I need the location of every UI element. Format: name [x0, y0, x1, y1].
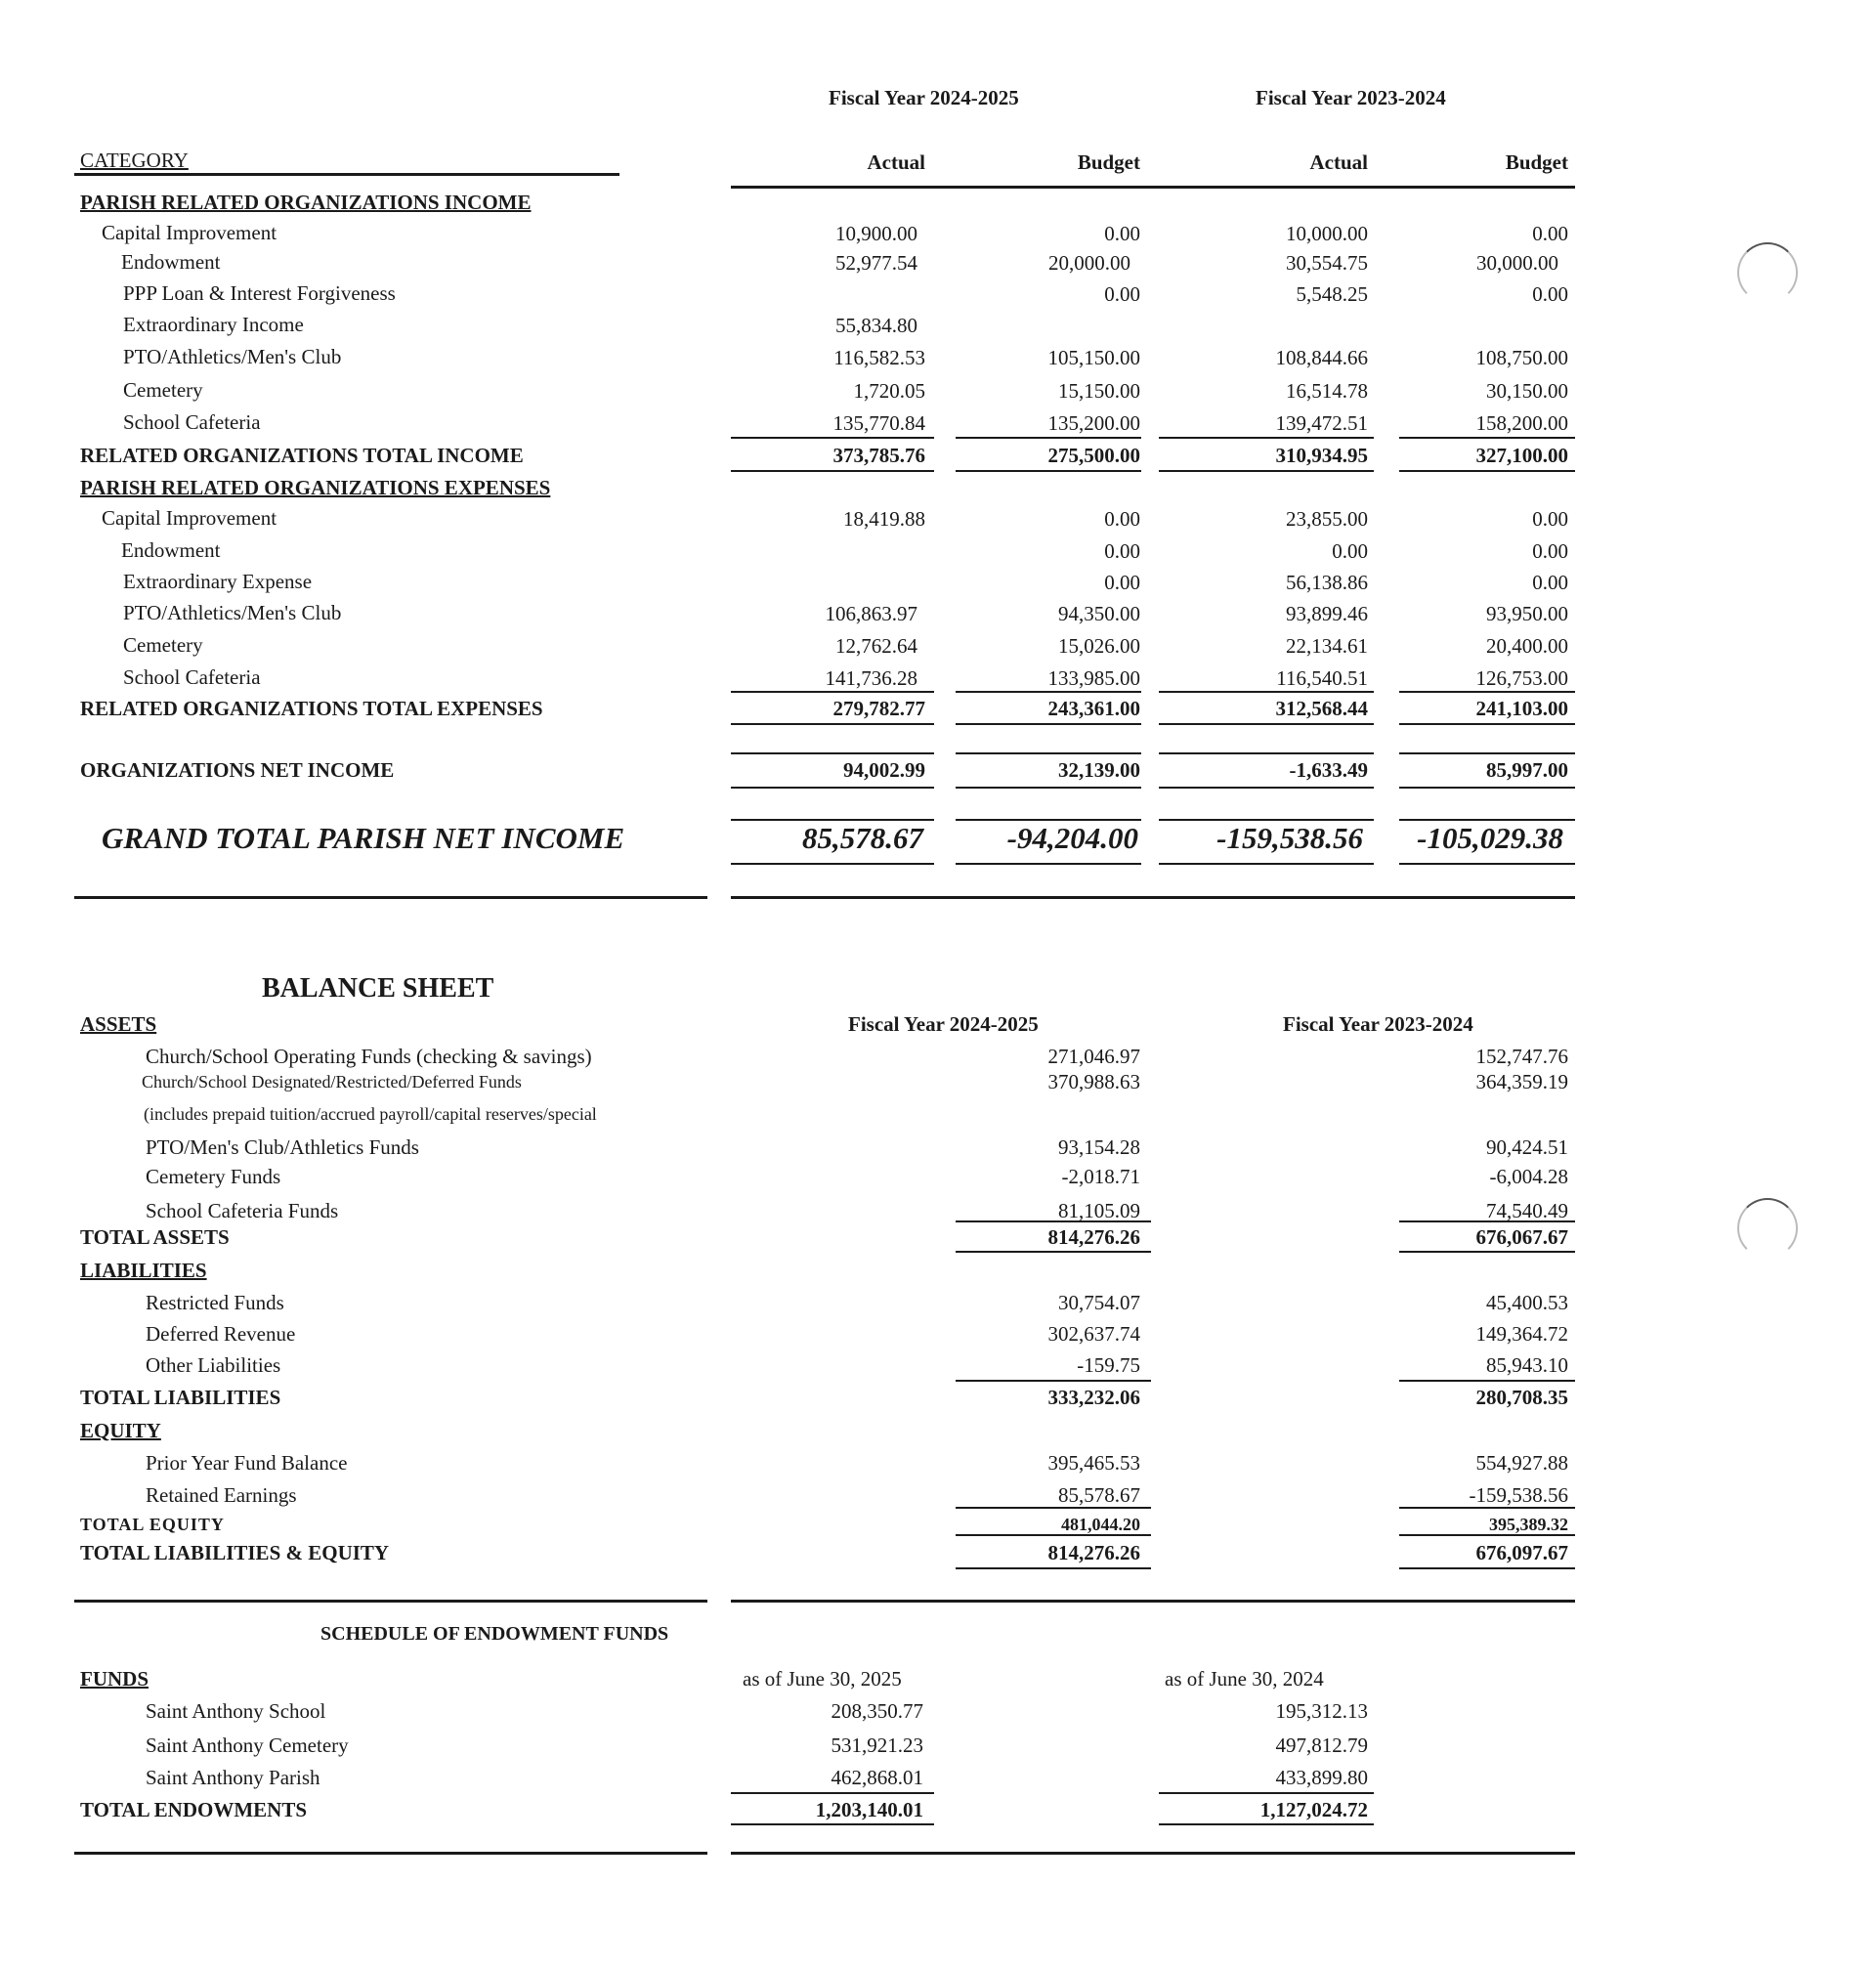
asset-row-label: Church/School Designated/Restricted/Deferred Funds	[142, 1072, 522, 1092]
fy-current-header: Fiscal Year 2024-2025	[829, 86, 1019, 109]
equity-row-label: Retained Earnings	[146, 1483, 297, 1507]
expense-row-value: 94,350.00	[1058, 602, 1140, 625]
endowment-row-label: Saint Anthony Parish	[146, 1766, 320, 1789]
net-income-value: 94,002.99	[843, 758, 925, 782]
income-row-value: 55,834.80	[835, 314, 917, 337]
expense-row-value: 0.00	[1532, 571, 1568, 594]
liability-row-value: 149,364.72	[1475, 1322, 1568, 1346]
liability-row-value: 302,637.74	[1047, 1322, 1140, 1346]
income-section-title: PARISH RELATED ORGANIZATIONS INCOME	[80, 191, 532, 214]
income-row-value: 0.00	[1104, 282, 1140, 306]
expense-total-value: 279,782.77	[832, 697, 925, 720]
expense-row-value: 0.00	[1104, 507, 1140, 531]
total-le-value: 814,276.26	[1047, 1541, 1140, 1564]
asset-row-value: 364,359.19	[1475, 1070, 1568, 1093]
income-row-value: 1,720.05	[853, 379, 925, 403]
income-row-value: 116,582.53	[833, 346, 925, 369]
expense-row-label: Extraordinary Expense	[123, 570, 313, 593]
total-le-value: 676,097.67	[1475, 1541, 1568, 1564]
endowment-date-current: as of June 30, 2025	[743, 1667, 902, 1691]
funds-label: FUNDS	[80, 1667, 149, 1691]
income-row-label: Endowment	[121, 250, 221, 274]
asset-row-label: School Cafeteria Funds	[146, 1199, 339, 1222]
expense-row-value: 15,026.00	[1058, 634, 1140, 658]
category-header: CATEGORY	[80, 149, 189, 172]
income-row-value: 16,514.78	[1286, 379, 1368, 403]
grand-total-value: 85,578.67	[802, 821, 923, 855]
expense-row-label: PTO/Athletics/Men's Club	[123, 601, 342, 624]
expense-total-value: 312,568.44	[1275, 697, 1368, 720]
asset-row-label: Church/School Operating Funds (checking & savings)	[146, 1045, 592, 1068]
total-equity-label: TOTAL EQUITY	[80, 1515, 225, 1534]
equity-title: EQUITY	[80, 1419, 161, 1442]
col-header-actual-prior: Actual	[1309, 150, 1368, 174]
income-row-value: 105,150.00	[1047, 346, 1140, 369]
total-liabilities-value: 333,232.06	[1047, 1386, 1140, 1409]
total-equity-value: 481,044.20	[1061, 1515, 1140, 1534]
endowment-row-value: 497,812.79	[1275, 1734, 1368, 1757]
endowment-title: SCHEDULE OF ENDOWMENT FUNDS	[320, 1623, 669, 1645]
equity-row-value: -159,538.56	[1469, 1483, 1568, 1507]
expense-row-value: 0.00	[1104, 571, 1140, 594]
total-equity-value: 395,389.32	[1489, 1515, 1568, 1534]
asset-row-value: 152,747.76	[1475, 1045, 1568, 1068]
total-assets-value: 676,067.67	[1475, 1225, 1568, 1249]
total-endowments-label: TOTAL ENDOWMENTS	[80, 1798, 308, 1821]
expense-row-label: Endowment	[121, 538, 221, 562]
asset-row-label: PTO/Men's Club/Athletics Funds	[146, 1135, 419, 1159]
income-row-value: 10,000.00	[1286, 222, 1368, 245]
liability-row-value: 85,943.10	[1486, 1353, 1568, 1377]
income-row-value: 30,150.00	[1486, 379, 1568, 403]
endowment-row-value: 208,350.77	[831, 1699, 923, 1723]
income-row-value: 15,150.00	[1058, 379, 1140, 403]
total-assets-value: 814,276.26	[1047, 1225, 1140, 1249]
net-income-value: 32,139.00	[1058, 758, 1140, 782]
net-income-label: ORGANIZATIONS NET INCOME	[80, 758, 395, 782]
asset-row-value: 271,046.97	[1047, 1045, 1140, 1068]
income-row-label: Cemetery	[123, 378, 203, 402]
expense-row-value: 133,985.00	[1047, 666, 1140, 690]
total-endowments-value: 1,127,024.72	[1259, 1798, 1368, 1821]
liability-row-label: Deferred Revenue	[146, 1322, 296, 1346]
total-liabilities-value: 280,708.35	[1475, 1386, 1568, 1409]
liability-row-value: 30,754.07	[1058, 1291, 1140, 1314]
expense-row-value: 93,950.00	[1486, 602, 1568, 625]
net-income-value: 85,997.00	[1486, 758, 1568, 782]
income-row-value: 52,977.54	[835, 251, 917, 275]
income-row-value: 20,000.00	[1048, 251, 1130, 275]
income-total-value: 327,100.00	[1475, 444, 1568, 467]
liability-row-value: -159.75	[1077, 1353, 1140, 1377]
income-row-value: 5,548.25	[1296, 282, 1368, 306]
endowment-row-value: 433,899.80	[1275, 1766, 1368, 1789]
endowment-row-value: 195,312.13	[1275, 1699, 1368, 1723]
expense-row-value: 116,540.51	[1276, 666, 1368, 690]
grand-total-value: -105,029.38	[1417, 821, 1563, 855]
expense-row-value: 0.00	[1332, 539, 1368, 563]
punch-hole-top	[1737, 242, 1798, 303]
income-row-value: 135,770.84	[832, 411, 925, 435]
expense-section-title: PARISH RELATED ORGANIZATIONS EXPENSES	[80, 476, 551, 499]
income-row-value: 135,200.00	[1047, 411, 1140, 435]
endowment-row-label: Saint Anthony Cemetery	[146, 1734, 349, 1757]
expense-row-value: 141,736.28	[825, 666, 917, 690]
asset-row-value: -6,004.28	[1489, 1165, 1568, 1188]
expense-row-value: 93,899.46	[1286, 602, 1368, 625]
liability-row-value: 45,400.53	[1486, 1291, 1568, 1314]
expense-total-label: RELATED ORGANIZATIONS TOTAL EXPENSES	[80, 697, 543, 720]
grand-total-value: -94,204.00	[1006, 821, 1138, 855]
total-endowments-value: 1,203,140.01	[815, 1798, 923, 1821]
expense-row-value: 0.00	[1532, 539, 1568, 563]
income-row-value: 158,200.00	[1475, 411, 1568, 435]
total-assets-label: TOTAL ASSETS	[80, 1225, 230, 1249]
punch-hole-bottom	[1737, 1198, 1798, 1259]
asset-row-label: (includes prepaid tuition/accrued payroll/capital reserves/special	[144, 1104, 597, 1124]
asset-row-value: -2,018.71	[1061, 1165, 1140, 1188]
fy-prior-header: Fiscal Year 2023-2024	[1256, 86, 1446, 109]
income-row-value: 0.00	[1532, 282, 1568, 306]
col-header-budget-current: Budget	[1077, 150, 1140, 174]
total-le-label: TOTAL LIABILITIES & EQUITY	[80, 1541, 390, 1564]
income-row-value: 30,000.00	[1476, 251, 1558, 275]
income-row-value: 139,472.51	[1275, 411, 1368, 435]
income-row-value: 0.00	[1104, 222, 1140, 245]
asset-row-value: 93,154.28	[1058, 1135, 1140, 1159]
income-row-label: Capital Improvement	[102, 221, 277, 244]
expense-row-value: 126,753.00	[1475, 666, 1568, 690]
expense-row-value: 20,400.00	[1486, 634, 1568, 658]
expense-row-value: 0.00	[1532, 507, 1568, 531]
grand-total-label: GRAND TOTAL PARISH NET INCOME	[102, 821, 625, 855]
grand-total-value: -159,538.56	[1216, 821, 1363, 855]
liability-row-label: Restricted Funds	[146, 1291, 284, 1314]
equity-row-label: Prior Year Fund Balance	[146, 1451, 348, 1475]
income-row-label: PTO/Athletics/Men's Club	[123, 345, 342, 368]
liabilities-title: LIABILITIES	[80, 1259, 207, 1282]
endowment-date-prior: as of June 30, 2024	[1165, 1667, 1324, 1691]
expense-row-value: 0.00	[1104, 539, 1140, 563]
bs-fy-prior-header: Fiscal Year 2023-2024	[1283, 1012, 1473, 1036]
asset-row-value: 370,988.63	[1047, 1070, 1140, 1093]
income-row-label: PPP Loan & Interest Forgiveness	[123, 281, 396, 305]
balance-sheet-title: BALANCE SHEET	[262, 973, 494, 1004]
income-row-value: 108,750.00	[1475, 346, 1568, 369]
expense-row-value: 12,762.64	[835, 634, 917, 658]
income-row-value: 0.00	[1532, 222, 1568, 245]
expense-row-value: 18,419.88	[843, 507, 925, 531]
endowment-row-label: Saint Anthony School	[146, 1699, 326, 1723]
income-row-value: 30,554.75	[1286, 251, 1368, 275]
expense-row-label: Cemetery	[123, 633, 203, 657]
assets-title: ASSETS	[80, 1012, 157, 1036]
expense-total-value: 243,361.00	[1047, 697, 1140, 720]
expense-total-value: 241,103.00	[1475, 697, 1568, 720]
expense-row-value: 22,134.61	[1286, 634, 1368, 658]
expense-row-value: 23,855.00	[1286, 507, 1368, 531]
income-row-label: School Cafeteria	[123, 410, 261, 434]
equity-row-value: 85,578.67	[1058, 1483, 1140, 1507]
total-liabilities-label: TOTAL LIABILITIES	[80, 1386, 281, 1409]
expense-row-label: School Cafeteria	[123, 665, 261, 689]
equity-row-value: 395,465.53	[1047, 1451, 1140, 1475]
asset-row-value: 90,424.51	[1486, 1135, 1568, 1159]
asset-row-label: Cemetery Funds	[146, 1165, 281, 1188]
endowment-row-value: 531,921.23	[831, 1734, 923, 1757]
endowment-row-value: 462,868.01	[831, 1766, 923, 1789]
income-row-label: Extraordinary Income	[123, 313, 304, 336]
income-total-value: 275,500.00	[1047, 444, 1140, 467]
asset-row-value: 81,105.09	[1058, 1199, 1140, 1222]
net-income-value: -1,633.49	[1289, 758, 1368, 782]
col-header-actual-current: Actual	[867, 150, 925, 174]
income-total-value: 373,785.76	[832, 444, 925, 467]
bs-fy-current-header: Fiscal Year 2024-2025	[848, 1012, 1039, 1036]
asset-row-value: 74,540.49	[1486, 1199, 1568, 1222]
col-header-budget-prior: Budget	[1505, 150, 1568, 174]
expense-row-value: 106,863.97	[825, 602, 917, 625]
income-total-label: RELATED ORGANIZATIONS TOTAL INCOME	[80, 444, 524, 467]
income-total-value: 310,934.95	[1275, 444, 1368, 467]
income-row-value: 10,900.00	[835, 222, 917, 245]
equity-row-value: 554,927.88	[1475, 1451, 1568, 1475]
expense-row-label: Capital Improvement	[102, 506, 277, 530]
income-row-value: 108,844.66	[1275, 346, 1368, 369]
expense-row-value: 56,138.86	[1286, 571, 1368, 594]
liability-row-label: Other Liabilities	[146, 1353, 281, 1377]
